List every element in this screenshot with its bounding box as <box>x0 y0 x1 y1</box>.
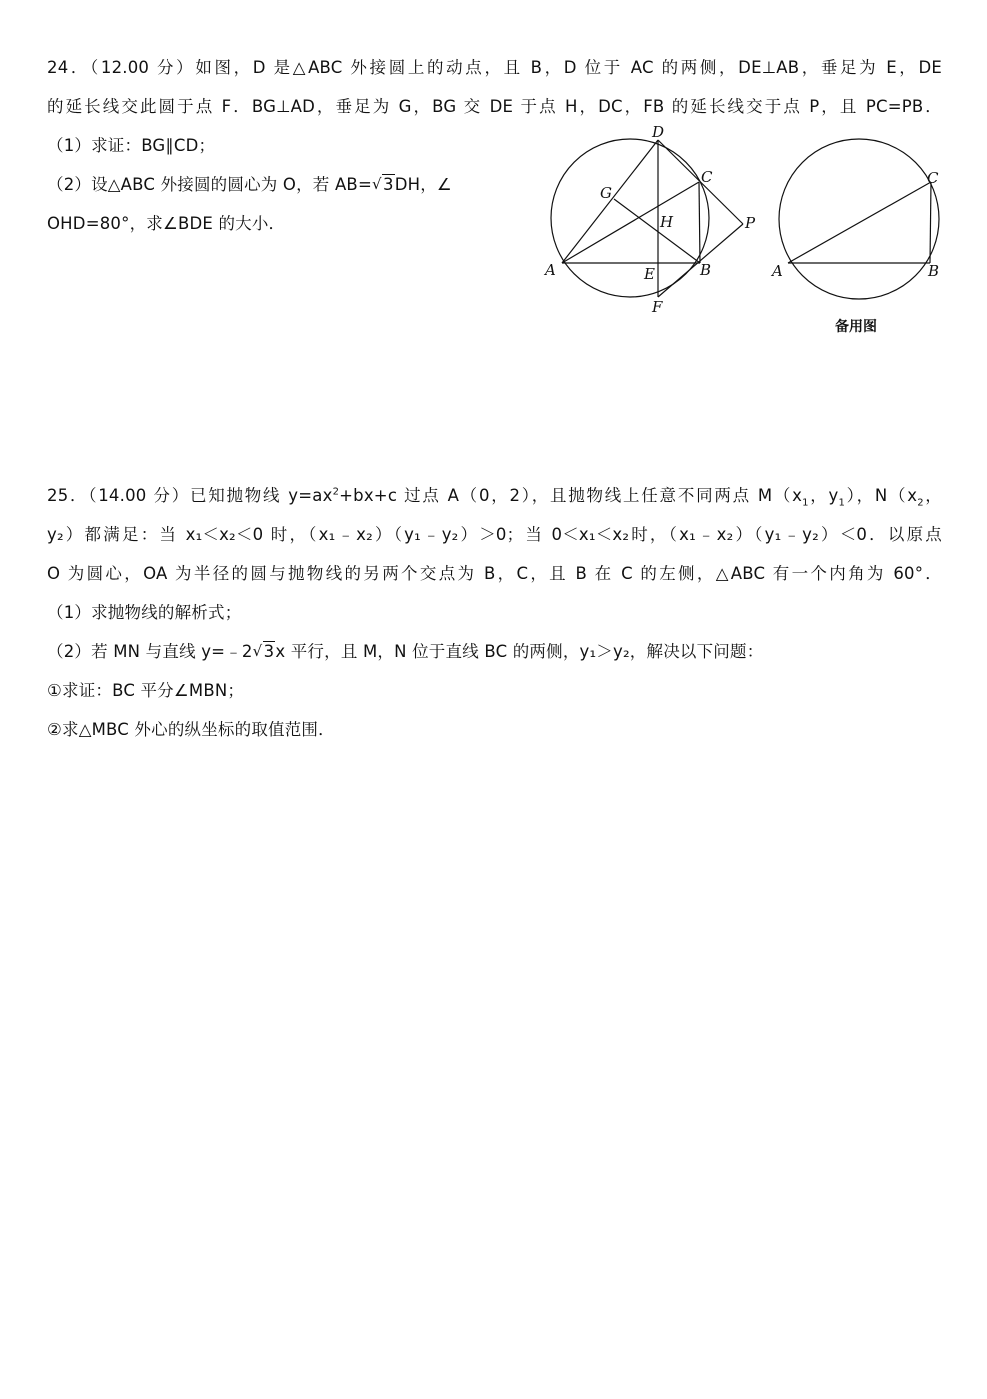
q25-sub-x1: 1 <box>802 497 809 509</box>
q25-sub-x2: 2 <box>917 497 924 509</box>
q25-exponent: 2 <box>332 486 340 498</box>
label-e: E <box>644 265 655 283</box>
spare-segment-ac <box>788 182 931 263</box>
q25-sqrt-radicand: 3 <box>263 642 275 661</box>
q24-sqrt-radicand: 3 <box>382 175 394 194</box>
spare-segment-cb <box>930 182 931 263</box>
q25-sub-y1: 1 <box>838 497 846 509</box>
q25-line1-c: ，y <box>808 486 839 505</box>
label-d: D <box>652 123 665 141</box>
q25-part2-text-a: （2）若 MN 与直线 y=﹣2 <box>47 642 253 661</box>
label-h: H <box>660 213 674 231</box>
spare-label-a: A <box>772 262 783 280</box>
spare-label-b: B <box>928 262 940 280</box>
label-f: F <box>652 298 663 316</box>
sqrt-symbol <box>373 175 395 195</box>
spare-label-c: C <box>927 169 939 187</box>
label-p: P <box>745 214 756 232</box>
q24-part1: （1）求证：BG∥CD； <box>47 136 216 155</box>
q24-line1: 24．（12.00 分）如图，D 是△ABC 外接圆上的动点，且 B，D 位于 AC 的两侧，DE⊥AB，垂足为 E，DE <box>47 58 942 77</box>
q25-sub1: ①求证：BC 平分∠MBN； <box>47 681 245 700</box>
q25-line2: y₂）都满足：当 x₁＜x₂＜0 时，（x₁﹣x₂）（y₁﹣y₂）＞0；当 0＜x₁＜x₂时，（x₁﹣x₂）（y₁﹣y₂）＜0．以原点 <box>47 525 942 544</box>
segment-bg <box>614 199 700 263</box>
q25-line1 <box>47 486 943 509</box>
q25-part1: （1）求抛物线的解析式； <box>47 603 242 622</box>
q24-line2: 的延长线交此圆于点 F．BG⊥AD，垂足为 G，BG 交 DE 于点 H，DC，FB 的延长线交于点 P，且 PC=PB． <box>47 97 942 116</box>
q25-line3: O 为圆心，OA 为半径的圆与抛物线的另两个交点为 B，C，且 B 在 C 的左侧，△ABC 有一个内角为 60°． <box>47 564 942 583</box>
sqrt-symbol <box>254 642 276 662</box>
q25-line1-a: 25．（14.00 分）已知抛物线 y=ax <box>47 486 333 505</box>
label-g: G <box>600 184 612 202</box>
q25-part2 <box>47 642 763 662</box>
label-b: B <box>700 261 712 279</box>
segment-bc <box>699 182 700 263</box>
q24-part2 <box>47 175 452 195</box>
q25-sub2: ②求△MBC 外心的纵坐标的取值范围． <box>47 720 335 739</box>
label-c: C <box>701 168 713 186</box>
q25-line1-b: +bx+c 过点 A（0，2），且抛物线上任意不同两点 M（x <box>339 486 803 505</box>
label-a: A <box>545 261 556 279</box>
q24-part2-text-a: （2）设△ABC 外接圆的圆心为 O，若 AB= <box>47 175 372 194</box>
segment-ac <box>562 182 699 263</box>
q25-line1-d: ），N（x <box>845 486 918 505</box>
q25-line1-e: ， <box>923 486 943 505</box>
spare-caption: 备用图 <box>835 319 877 335</box>
spare-circle <box>779 139 939 299</box>
q24-part2-line2: OHD=80°，求∠BDE 的大小． <box>47 214 286 233</box>
q24-part2-text-b: DH，∠ <box>394 175 452 194</box>
q24-figure <box>540 125 760 315</box>
q24-spare-figure <box>770 125 960 335</box>
q25-part2-text-b: x 平行，且 M，N 位于直线 BC 的两侧，y₁＞y₂，解决以下问题： <box>275 642 764 661</box>
